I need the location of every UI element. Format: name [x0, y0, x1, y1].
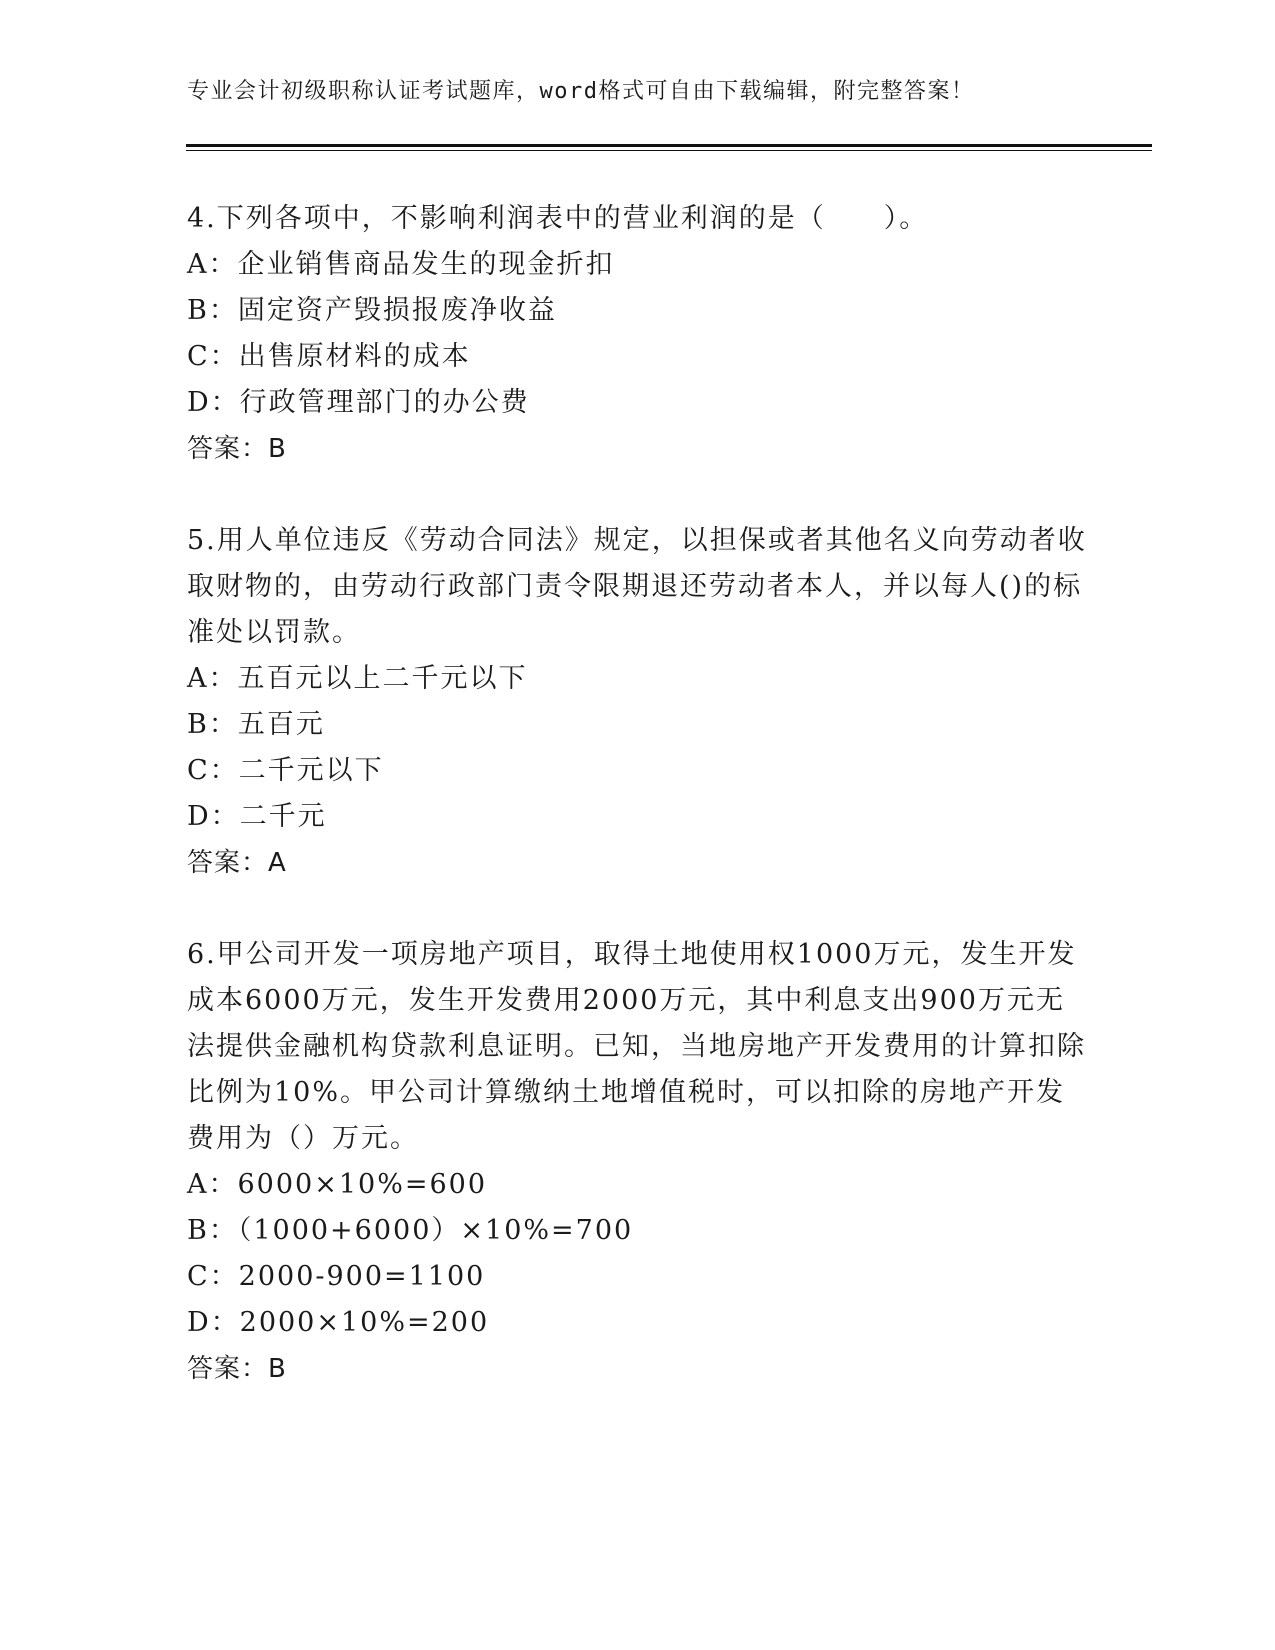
answer-line: 答案：B [187, 1354, 287, 1384]
option-a: A：企业销售商品发生的现金折扣 [187, 249, 615, 280]
header-divider-thin [186, 150, 1152, 151]
option-b: B：（1000+6000）×10%=700 [187, 1215, 634, 1246]
answer-line: 答案：A [187, 848, 287, 878]
question-5 [187, 518, 1087, 886]
option-a: A：五百元以上二千元以下 [187, 663, 528, 694]
question-stem: 6.甲公司开发一项房地产项目，取得土地使用权1000万元，发生开发成本6000万元，发生开发费用2000万元，其中利息支出900万元无法提供金融机构贷款利息证明。已知，当地房地产开发费用的计算扣除比例为10%。甲公司计算缴纳土地增值税时，可以扣除的房地产开发费用为（）万元。 [187, 939, 1086, 1154]
question-4 [187, 196, 1087, 472]
question-stem: 4.下列各项中，不影响利润表中的营业利润的是（ ）。 [187, 203, 929, 234]
question-list [187, 196, 1087, 1438]
answer-line: 答案：B [187, 434, 287, 464]
option-d: D：2000×10%=200 [187, 1307, 490, 1338]
option-a: A：6000×10%=600 [187, 1169, 488, 1200]
option-c: C：二千元以下 [187, 755, 384, 786]
option-d: D：行政管理部门的办公费 [187, 387, 530, 418]
question-stem: 5.用人单位违反《劳动合同法》规定，以担保或者其他名义向劳动者收取财物的，由劳动行政部门责令限期退还劳动者本人，并以每人()的标准处以罚款。 [187, 525, 1087, 648]
option-d: D：二千元 [187, 801, 327, 832]
option-b: B：固定资产毁损报废净收益 [187, 295, 557, 326]
option-c: C：2000-900=1100 [187, 1261, 486, 1292]
option-c: C：出售原材料的成本 [187, 341, 471, 372]
question-6 [187, 932, 1087, 1392]
page-header: 专业会计初级职称认证考试题库，word格式可自由下载编辑，附完整答案！ [187, 79, 975, 104]
option-b: B：五百元 [187, 709, 325, 740]
header-divider-thick [186, 144, 1152, 147]
